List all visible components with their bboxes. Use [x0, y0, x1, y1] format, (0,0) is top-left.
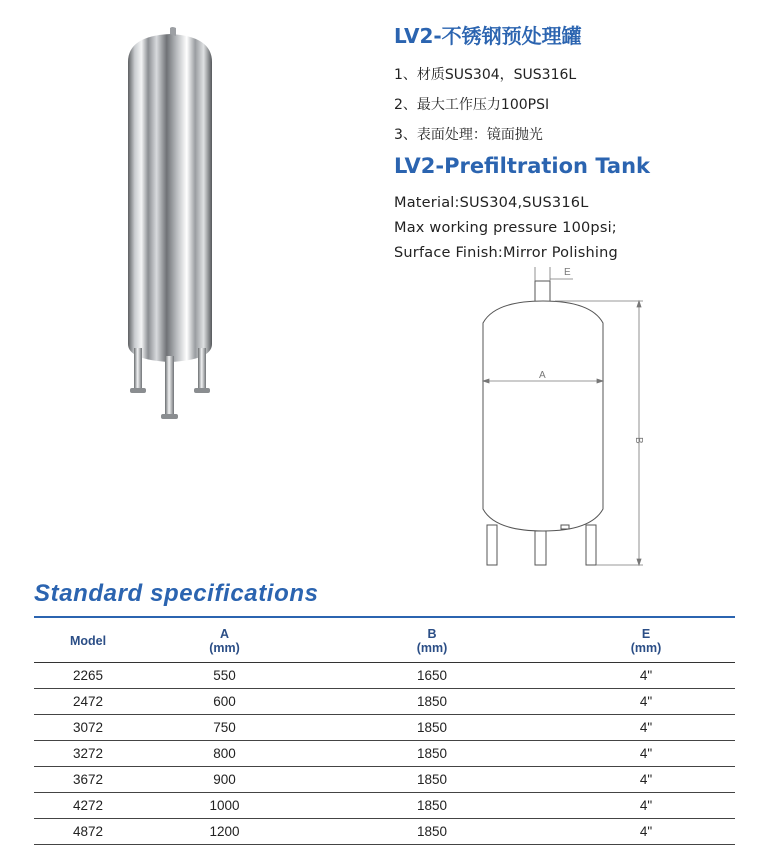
tank-photo	[110, 22, 230, 427]
spec-table	[34, 620, 735, 845]
table-row	[34, 663, 735, 689]
product-title-cn: LV2-不锈钢预处理罐	[394, 24, 582, 48]
cell-model: 2265	[34, 663, 142, 689]
table-row	[34, 767, 735, 793]
feature-cn-finish: 3、表面处理：镜面抛光	[394, 127, 543, 143]
cell-model: 3072	[34, 715, 142, 741]
feature-en-material: Material:SUS304,SUS316L	[394, 195, 589, 211]
tank-dimension-drawing	[455, 263, 670, 573]
cell-a: 1000	[142, 793, 307, 819]
cell-e: 4"	[557, 663, 735, 689]
cell-model: 4872	[34, 819, 142, 845]
table-row	[34, 819, 735, 845]
cell-model: 3272	[34, 741, 142, 767]
cell-e: 4"	[557, 793, 735, 819]
cell-e: 4"	[557, 689, 735, 715]
product-title-en: LV2-Prefiltration Tank	[394, 154, 651, 178]
col-header-model: Model	[34, 620, 142, 663]
cell-a: 800	[142, 741, 307, 767]
cell-a: 600	[142, 689, 307, 715]
feature-list-en	[394, 191, 618, 266]
cell-a: 900	[142, 767, 307, 793]
cell-e: 4"	[557, 715, 735, 741]
cell-b: 1650	[307, 663, 557, 689]
feature-en-finish: Surface Finish:Mirror Polishing	[394, 245, 618, 261]
feature-list-cn	[394, 60, 576, 150]
table-row	[34, 689, 735, 715]
cell-b: 1850	[307, 793, 557, 819]
cell-e: 4"	[557, 819, 735, 845]
cell-a: 750	[142, 715, 307, 741]
cell-b: 1850	[307, 767, 557, 793]
spec-title-rule	[34, 616, 735, 618]
col-header-e: E (mm)	[557, 620, 735, 663]
cell-model: 4272	[34, 793, 142, 819]
table-row	[34, 715, 735, 741]
dimension-label-a: A	[539, 370, 546, 381]
feature-cn-pressure: 2、最大工作压力100PSI	[394, 97, 550, 113]
cell-a: 1200	[142, 819, 307, 845]
feature-en-pressure: Max working pressure 100psi;	[394, 220, 617, 236]
col-header-b: B (mm)	[307, 620, 557, 663]
cell-e: 4"	[557, 767, 735, 793]
cell-model: 3672	[34, 767, 142, 793]
spec-table-header-row	[34, 620, 735, 663]
table-row	[34, 793, 735, 819]
spec-section-title: Standard specifications	[34, 580, 319, 607]
cell-b: 1850	[307, 741, 557, 767]
dimension-label-e: E	[564, 267, 571, 278]
cell-b: 1850	[307, 819, 557, 845]
cell-model: 2472	[34, 689, 142, 715]
dimension-label-b: B	[633, 437, 644, 444]
col-header-a: A (mm)	[142, 620, 307, 663]
feature-cn-material: 1、材质SUS304，SUS316L	[394, 67, 577, 83]
cell-b: 1850	[307, 715, 557, 741]
cell-b: 1850	[307, 689, 557, 715]
cell-a: 550	[142, 663, 307, 689]
table-row	[34, 741, 735, 767]
cell-e: 4"	[557, 741, 735, 767]
